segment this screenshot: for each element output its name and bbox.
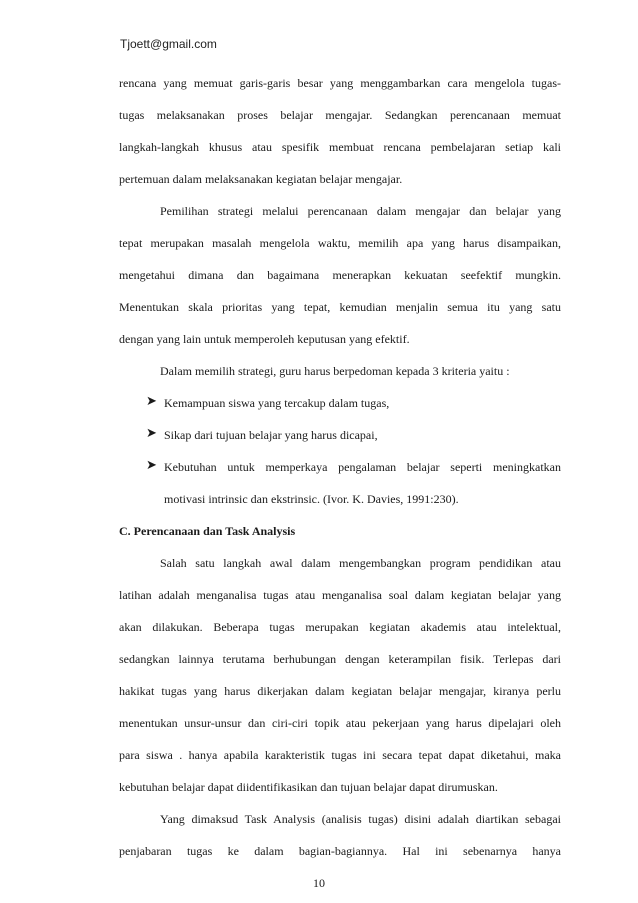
body-line: mengetahui dimana dan bagaimana menerapkan kekuatan seefektif mungkin. [119, 268, 561, 282]
body-line: tepat merupakan masalah mengelola waktu, memilih apa yang harus disampaikan, [119, 236, 561, 250]
arrowhead-right-icon: ➤ [146, 426, 157, 441]
body-line: pertemuan dalam melaksanakan kegiatan belajar mengajar. [119, 172, 403, 186]
arrowhead-right-icon: ➤ [146, 458, 157, 473]
body-line: menentukan unsur-unsur dan ciri-ciri topik atau pekerjaan yang harus dipelajari oleh [119, 716, 561, 730]
body-line: kebutuhan belajar dapat diidentifikasikan dan tujuan belajar dapat dirumuskan. [119, 780, 498, 794]
list-item: Kebutuhan untuk memperkaya pengalaman belajar seperti meningkatkan [164, 460, 561, 474]
list-item: Sikap dari tujuan belajar yang harus dicapai, [164, 428, 378, 442]
body-line: para siswa . hanya apabila karakteristik tugas ini secara tepat dapat diketahui, maka [119, 748, 561, 762]
body-line: penjabaran tugas ke dalam bagian-bagiannya. Hal ini sebenarnya hanya [119, 844, 561, 858]
list-item: Kemampuan siswa yang tercakup dalam tugas, [164, 396, 390, 410]
body-line: dengan yang lain untuk memperoleh keputusan yang efektif. [119, 332, 410, 346]
body-line: Dalam memilih strategi, guru harus berpedoman kepada 3 kriteria yaitu : [160, 364, 510, 378]
body-line: Menentukan skala prioritas yang tepat, kemudian menjalin semua itu yang satu [119, 300, 561, 314]
body-line: Pemilihan strategi melalui perencanaan dalam mengajar dan belajar yang [160, 204, 561, 218]
section-heading: C. Perencanaan dan Task Analysis [119, 524, 296, 538]
header-email: Tjoett@gmail.com [120, 37, 217, 51]
body-line: langkah-langkah khusus atau spesifik membuat rencana pembelajaran setiap kali [119, 140, 561, 154]
body-line: tugas melaksanakan proses belajar mengajar. Sedangkan perencanaan memuat [119, 108, 561, 122]
body-line: latihan adalah menganalisa tugas atau menganalisa soal dalam kegiatan belajar yang [119, 588, 561, 602]
arrowhead-right-icon: ➤ [146, 394, 157, 409]
body-line: hakikat tugas yang harus dikerjakan dalam kegiatan belajar mengajar, kiranya perlu [119, 684, 561, 698]
body-line: Yang dimaksud Task Analysis (analisis tugas) disini adalah diartikan sebagai [160, 812, 561, 826]
list-item-continuation: motivasi intrinsic dan ekstrinsic. (Ivor. K. Davies, 1991:230). [164, 492, 459, 506]
page-number: 10 [313, 876, 325, 890]
body-line: Salah satu langkah awal dalam mengembangkan program pendidikan atau [160, 556, 561, 570]
body-line: sedangkan lainnya terutama berhubungan dengan keterampilan fisik. Terlepas dari [119, 652, 561, 666]
body-line: rencana yang memuat garis-garis besar yang menggambarkan cara mengelola tugas- [119, 76, 561, 90]
body-line: akan dilakukan. Beberapa tugas merupakan kegiatan akademis atau intelektual, [119, 620, 561, 634]
